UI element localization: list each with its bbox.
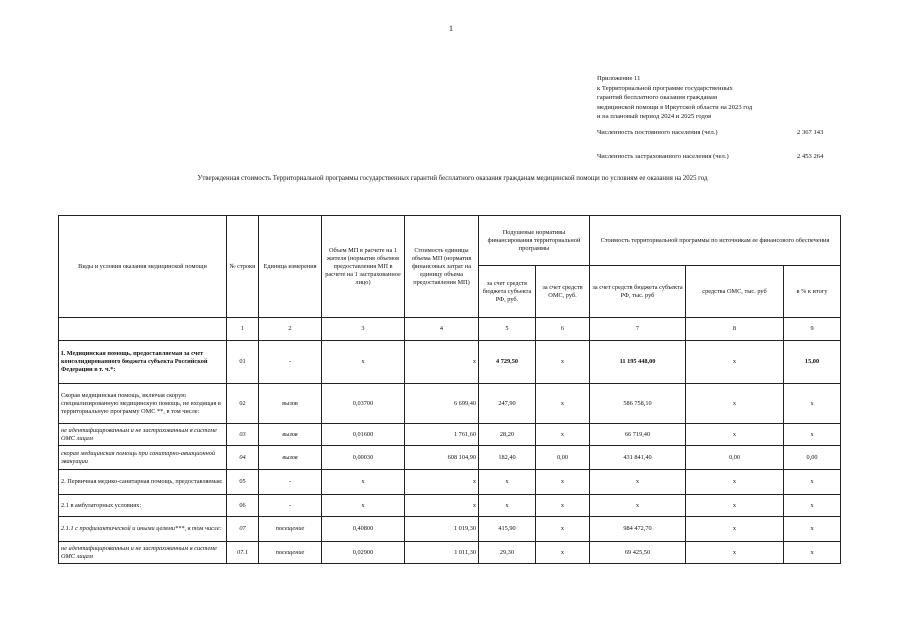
row-volume: x bbox=[322, 495, 405, 517]
row-cost-oms: x bbox=[686, 517, 784, 542]
row-unit-cost: 608 104,90 bbox=[405, 446, 479, 470]
row-percent: x bbox=[784, 542, 841, 564]
column-number: 9 bbox=[784, 318, 841, 341]
row-per-capita-budget: x bbox=[479, 470, 536, 495]
row-percent: 0,00 bbox=[784, 446, 841, 470]
header-kinds: Виды и условия оказания медицинской помощи bbox=[59, 216, 227, 318]
header-cost-percent: в % к итогу bbox=[784, 266, 841, 318]
row-unit-cost: x bbox=[405, 470, 479, 495]
header-volume: Объем МП в расчете на 1 жителя (норматив объемов предоставления МП в расчете на 1 застрахованное лицо) bbox=[322, 216, 405, 318]
row-cost-oms: x bbox=[686, 424, 784, 446]
row-unit-cost: 1 011,30 bbox=[405, 542, 479, 564]
table-row bbox=[59, 542, 841, 564]
column-number-empty bbox=[59, 318, 227, 341]
row-cost-oms: x bbox=[686, 495, 784, 517]
row-percent: x bbox=[784, 470, 841, 495]
header-per-capita-budget: за счет средств бюджета субъекта РФ, руб. bbox=[479, 266, 536, 318]
header-cost-budget: за счет средств бюджета субъекта РФ, тыс. руб bbox=[590, 266, 686, 318]
row-per-capita-budget: x bbox=[479, 495, 536, 517]
row-cost-oms: 0,00 bbox=[686, 446, 784, 470]
row-name: скорая медицинская помощь при санитарно-авиационной эвакуации bbox=[59, 446, 227, 470]
column-number-row bbox=[59, 318, 841, 341]
column-number: 5 bbox=[479, 318, 536, 341]
row-percent: x bbox=[784, 495, 841, 517]
insured-population-value: 2 453 264 bbox=[797, 153, 824, 160]
row-name: 2.1.1 с профилактической и иными целями***, в том числе: bbox=[59, 517, 227, 542]
column-number: 6 bbox=[536, 318, 590, 341]
row-volume: x bbox=[322, 341, 405, 384]
row-volume: 0,40800 bbox=[322, 517, 405, 542]
row-number: 03 bbox=[227, 424, 259, 446]
table-row bbox=[59, 495, 841, 517]
row-per-capita-oms: 0,00 bbox=[536, 446, 590, 470]
column-number: 2 bbox=[259, 318, 322, 341]
row-per-capita-oms: x bbox=[536, 542, 590, 564]
row-name: 2.1 в амбулаторных условиях: bbox=[59, 495, 227, 517]
row-name: не идентифицированным и не застрахованным в системе ОМС лицам bbox=[59, 542, 227, 564]
row-number: 06 bbox=[227, 495, 259, 517]
row-unit-cost: 1 761,60 bbox=[405, 424, 479, 446]
row-name: Скорая медицинская помощь, включая скорую специализированную медицинскую помощь, не входящая в территориальную программу ОМС **, в том числе: bbox=[59, 384, 227, 424]
appendix-line: и на плановый период 2024 и 2025 годов bbox=[597, 113, 712, 120]
row-number: 07.1 bbox=[227, 542, 259, 564]
table-row bbox=[59, 517, 841, 542]
row-cost-budget: x bbox=[590, 470, 686, 495]
row-unit: - bbox=[259, 495, 322, 517]
table-body bbox=[59, 341, 841, 564]
table-row bbox=[59, 341, 841, 384]
appendix-line: гарантий бесплатного оказания гражданам bbox=[597, 94, 718, 101]
row-per-capita-budget: 415,90 bbox=[479, 517, 536, 542]
row-unit: посещение bbox=[259, 542, 322, 564]
row-name: I. Медицинская помощь, предоставляемая за счет консолидированного бюджета субъекта Российской Федерации в т. ч.*: bbox=[59, 341, 227, 384]
row-number: 07 bbox=[227, 517, 259, 542]
insured-population-label: Численность застрахованного населения (чел.) bbox=[597, 153, 729, 160]
row-unit: вызов bbox=[259, 384, 322, 424]
table-row bbox=[59, 446, 841, 470]
row-volume: x bbox=[322, 470, 405, 495]
row-number: 02 bbox=[227, 384, 259, 424]
row-unit: вызов bbox=[259, 424, 322, 446]
row-cost-oms: x bbox=[686, 470, 784, 495]
row-name: не идентифицированным и не застрахованным в системе ОМС лицам bbox=[59, 424, 227, 446]
row-unit: вызов bbox=[259, 446, 322, 470]
permanent-population-label: Численность постоянного населения (чел.) bbox=[597, 129, 718, 136]
header-row bbox=[59, 216, 841, 266]
header-per-capita-oms: за счет средств ОМС, руб. bbox=[536, 266, 590, 318]
row-cost-budget: 984 472,70 bbox=[590, 517, 686, 542]
appendix-line: Приложение 11 bbox=[597, 75, 641, 82]
row-per-capita-oms: x bbox=[536, 495, 590, 517]
row-per-capita-oms: x bbox=[536, 470, 590, 495]
row-per-capita-budget: 247,90 bbox=[479, 384, 536, 424]
row-volume: 0,03700 bbox=[322, 384, 405, 424]
column-number: 3 bbox=[322, 318, 405, 341]
row-percent: 15,00 bbox=[784, 341, 841, 384]
row-volume: 0,02900 bbox=[322, 542, 405, 564]
row-per-capita-oms: x bbox=[536, 384, 590, 424]
row-number: 04 bbox=[227, 446, 259, 470]
permanent-population-value: 2 367 143 bbox=[797, 129, 824, 136]
row-cost-oms: x bbox=[686, 542, 784, 564]
row-percent: x bbox=[784, 384, 841, 424]
row-cost-oms: x bbox=[686, 341, 784, 384]
row-cost-budget: x bbox=[590, 495, 686, 517]
row-name: 2. Первичная медико-санитарная помощь, предоставляемая: bbox=[59, 470, 227, 495]
row-number: 01 bbox=[227, 341, 259, 384]
row-unit: - bbox=[259, 341, 322, 384]
row-per-capita-budget: 4 729,50 bbox=[479, 341, 536, 384]
column-number: 1 bbox=[227, 318, 259, 341]
row-cost-budget: 66 719,40 bbox=[590, 424, 686, 446]
column-number: 4 bbox=[405, 318, 479, 341]
header-per-capita: Подушевые нормативы финансирования территориальной программы bbox=[479, 216, 590, 266]
row-unit-cost: x bbox=[405, 495, 479, 517]
row-number: 05 bbox=[227, 470, 259, 495]
row-unit-cost: x bbox=[405, 341, 479, 384]
row-cost-budget: 11 195 448,00 bbox=[590, 341, 686, 384]
row-volume: 0,00030 bbox=[322, 446, 405, 470]
row-unit-cost: 6 699,40 bbox=[405, 384, 479, 424]
header-row-no: № строки bbox=[227, 216, 259, 318]
cost-table bbox=[58, 215, 841, 564]
row-percent: x bbox=[784, 424, 841, 446]
row-per-capita-budget: 182,40 bbox=[479, 446, 536, 470]
appendix-line: к Территориальной программе государственных bbox=[597, 84, 733, 92]
appendix-header bbox=[597, 74, 752, 122]
row-volume: 0,01600 bbox=[322, 424, 405, 446]
table-row bbox=[59, 470, 841, 495]
row-per-capita-oms: x bbox=[536, 424, 590, 446]
row-unit: - bbox=[259, 470, 322, 495]
column-number: 8 bbox=[686, 318, 784, 341]
header-unit: Единица измерения bbox=[259, 216, 322, 318]
page-number: 1 bbox=[449, 24, 453, 33]
row-percent: x bbox=[784, 517, 841, 542]
row-cost-budget: 69 425,50 bbox=[590, 542, 686, 564]
row-per-capita-oms: x bbox=[536, 517, 590, 542]
header-cost-oms: средства ОМС, тыс. руб bbox=[686, 266, 784, 318]
appendix-line: медицинской помощи в Иркутской области на 2023 год bbox=[597, 103, 753, 111]
row-unit-cost: 1 019,30 bbox=[405, 517, 479, 542]
row-cost-budget: 586 758,10 bbox=[590, 384, 686, 424]
row-cost-budget: 431 841,40 bbox=[590, 446, 686, 470]
header-cost-sources: Стоимость территориальной программы по источникам ее финансового обеспечения bbox=[590, 216, 841, 266]
row-per-capita-budget: 28,20 bbox=[479, 424, 536, 446]
column-number: 7 bbox=[590, 318, 686, 341]
header-unit-cost: Стоимость единицы объема МП (норматив финансовых затрат на единицу объема предоставления МП) bbox=[405, 216, 479, 318]
table-row bbox=[59, 384, 841, 424]
row-unit: посещение bbox=[259, 517, 322, 542]
row-cost-oms: x bbox=[686, 384, 784, 424]
row-per-capita-oms: x bbox=[536, 341, 590, 384]
table-row bbox=[59, 424, 841, 446]
row-per-capita-budget: 29,30 bbox=[479, 542, 536, 564]
document-title: Утвержденная стоимость Территориальной программы государственных гарантий бесплатного оказания гражданам медицинской помощи по условиям ее оказания на 2025 год bbox=[197, 175, 708, 182]
